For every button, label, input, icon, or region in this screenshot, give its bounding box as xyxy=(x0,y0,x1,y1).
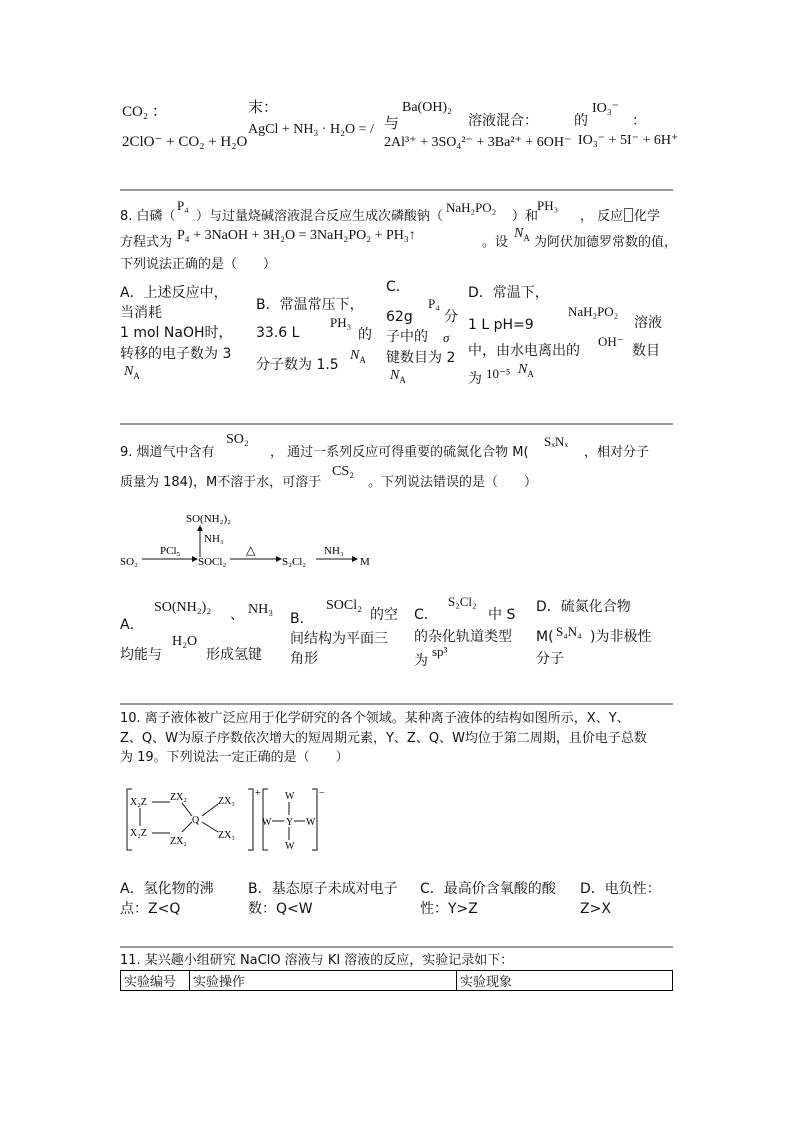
q8-option-a: A．上述反应中， xyxy=(120,285,228,301)
q9-option-d-line3: 分子 xyxy=(536,651,564,667)
q8-equation: P₄ + 3NaOH + 3H₂O = 3NaH₂PO₂ + PH₃↑ xyxy=(177,228,416,243)
q9-cs2: CS₂ xyxy=(332,464,355,479)
q7-colon: ： xyxy=(632,113,646,129)
q8-option-d-volume: 1 L pH=9 xyxy=(468,317,534,333)
q9-option-a-nh3: NH₃ xyxy=(248,602,274,617)
q9-option-a-h2o: H₂O xyxy=(172,634,198,649)
flow-pcl5: PCl₅ xyxy=(160,545,181,557)
q8-stem-2c: 。设 xyxy=(482,235,509,250)
q8-option-c-mass: 62g xyxy=(386,309,413,325)
q8-option-d: D．常温下， xyxy=(468,285,549,301)
atom-zx2-bottom: ZX₂ xyxy=(170,836,187,847)
atom-zx2-top: ZX₂ xyxy=(170,792,187,803)
missing-glyph-box xyxy=(624,208,633,222)
q8-option-d-count: 数目 xyxy=(632,343,660,359)
divider xyxy=(120,703,673,705)
q7-equation-4: IO₃⁻ + 5I⁻ + 6H⁺ xyxy=(578,133,679,148)
flow-m: M xyxy=(360,556,370,568)
q8-option-c-line3: 子中的 xyxy=(386,329,428,345)
atom-zx3-bottom: ZX₃ xyxy=(218,830,235,841)
q9-so2: SO₂ xyxy=(226,432,249,447)
q8-option-d-solution: 溶液 xyxy=(634,315,662,331)
atom-w-right: W xyxy=(306,817,316,828)
q8-option-d-power: 10⁻⁵ xyxy=(486,366,511,381)
q8-stem-1a: 8. 白磷（ xyxy=(120,209,176,224)
q9-stem-1a: 9. 烟道气中含有 xyxy=(120,445,215,460)
divider xyxy=(120,946,673,948)
q9-option-a-sep: 、 xyxy=(230,607,244,623)
q8-stem-1e: ）和 xyxy=(512,209,539,224)
q10-stem-2: Z、Q、W为原子序数依次增大的短周期元素，Y、Z、Q、W均位于第二周期，且价电子总数 xyxy=(120,731,647,746)
bond xyxy=(182,803,192,816)
q9-stem-1c: ， 通过一系列反应可得重要的硫氮化合物 M( xyxy=(270,445,529,460)
q8-stem-3: 下列说法正确的是（ ） xyxy=(120,257,277,272)
flow-s2cl2: S₂Cl₂ xyxy=(282,556,307,568)
q8-option-d-line3: 中，由水电离出的 xyxy=(468,343,580,359)
atom-y: Y xyxy=(286,817,294,828)
flow-socl2: SOCl₂ xyxy=(198,556,227,568)
q9-stem-2a: 质量为 184)，M不溶于水，可溶于 xyxy=(120,475,322,490)
q8-option-b: B．常温常压下， xyxy=(256,297,364,313)
q9-option-b-kong: 的空 xyxy=(370,607,398,623)
cation-charge: + xyxy=(255,788,261,799)
q10-option-a: A．氢化物的沸 xyxy=(120,881,214,897)
q8-stem-2a: 方程式为 xyxy=(120,235,173,250)
q9-option-b: B． xyxy=(290,611,314,627)
q9-option-d-m: M( xyxy=(536,629,554,645)
flow-nh3-a: NH₃ xyxy=(204,533,224,545)
bond xyxy=(182,822,192,832)
q10-stem-3: 为 19。下列说法一定正确的是（ ） xyxy=(120,750,349,765)
flow-so2: SO₂ xyxy=(120,556,138,568)
q10-stem-1: 10. 离子液体被广泛应用于化学研究的各个领域。某种离子液体的结构如图所示，X、Y、 xyxy=(120,711,630,726)
q9-option-c-s2cl2: S₂Cl₂ xyxy=(448,594,477,609)
q9-option-b-socl2: SOCl₂ xyxy=(326,598,363,613)
q8-option-a-line3: 1 mol NaOH时， xyxy=(120,325,233,341)
q8-option-c-fen: 分 xyxy=(444,309,458,325)
q10-option-c-line2: 性：Y>Z xyxy=(420,901,478,917)
q9-option-a-line2a: 均能与 xyxy=(120,647,162,663)
table-header-row xyxy=(121,971,673,991)
table-header-cell: 实验现象 xyxy=(457,971,673,991)
q8-option-b-volume: 33.6 L xyxy=(256,325,300,341)
q9-sxnx: SₓNₓ xyxy=(544,434,569,449)
q9-option-a-urea: SO(NH₂)₂ xyxy=(154,600,212,615)
q7-mo-text: 末： xyxy=(248,98,279,116)
q10-option-b-line2: 数：Q<W xyxy=(248,901,313,917)
q11-stem: 11. 某兴趣小组研究 NaClO 溶液与 KI 溶液的反应，实验记录如下： xyxy=(120,953,514,968)
table-header-cell: 实验编号 xyxy=(121,971,190,991)
q9-option-d: D．硫氮化合物 xyxy=(536,599,631,615)
q8-option-c-sigma: σ xyxy=(443,330,450,345)
flow-delta: △ xyxy=(246,543,256,557)
q8-option-b-ph3: PH₃ xyxy=(330,315,352,330)
q8-option-b-de: 的 xyxy=(358,327,372,343)
q8-option-c: C． xyxy=(386,279,410,295)
q8-option-d-oh: OH⁻ xyxy=(598,334,624,349)
q9-option-c-s: 中 S xyxy=(488,607,516,623)
q8-option-a-na: $N_A$ xyxy=(124,364,140,381)
q8-nah2po2: NaH₂PO₂ xyxy=(446,200,497,215)
q10-option-b: B．基态原子未成对电子 xyxy=(248,881,398,897)
q7-mix-text: 溶液混合： xyxy=(468,113,538,129)
flow-arrowhead-3 xyxy=(352,556,358,562)
q7-equation-3: 2Al³⁺ + 3SO₄²⁻ + 3Ba²⁺ + 6OH⁻ xyxy=(384,135,572,150)
q8-ph3: PH₃ xyxy=(537,198,559,213)
atom-x2z-top: X₂Z xyxy=(130,797,147,808)
reaction-flow-diagram xyxy=(118,508,378,574)
q7-baoh2: Ba(OH)₂ xyxy=(402,100,452,115)
q9-stem-2c: 。下列说法错误的是（ ） xyxy=(368,475,538,490)
q8-stem-2f: 为阿伏加德罗常数的值， xyxy=(534,235,678,250)
atom-w-left: W xyxy=(262,817,272,828)
q7-equation-2: AgCl + NH₃ · H₂O = / xyxy=(248,122,374,137)
q9-option-b-line3: 角形 xyxy=(290,651,318,667)
flow-so-nh2-2: SO(NH₂)₂ xyxy=(186,513,231,525)
atom-w-bottom: W xyxy=(285,841,295,852)
q8-option-d-nah2po2: NaH₂PO₂ xyxy=(568,304,619,319)
q8-p4: P₄ xyxy=(177,198,189,213)
q8-option-c-p4: P₄ xyxy=(428,296,440,311)
q7-yu-text: 与 xyxy=(384,114,400,132)
q10-option-d: D．电负性： xyxy=(580,881,661,897)
q8-option-a-line4: 转移的电子数为 3 xyxy=(120,346,232,362)
q7-io3: IO₃⁻ xyxy=(592,101,620,116)
q8-stem-1c: ）与过量烧碱溶液混合反应生成次磷酸钠（ xyxy=(196,209,444,224)
q9-option-c-wei: 为 xyxy=(414,653,428,669)
q8-option-d-wei: 为 xyxy=(468,371,482,387)
divider xyxy=(120,189,673,191)
table-header-cell: 实验操作 xyxy=(190,971,457,991)
q9-option-b-line2: 间结构为平面三 xyxy=(290,631,388,647)
q8-option-a-line2: 当消耗 xyxy=(120,305,162,321)
q8-option-b-line3: 分子数为 1.5 xyxy=(256,357,339,373)
q8-option-c-line4: 键数目为 2 xyxy=(386,350,456,366)
q9-option-d-s4n4: S₄N₄ xyxy=(556,624,582,639)
q9-stem-1e: ，相对分子 xyxy=(584,445,650,460)
atom-zx3-top: ZX₃ xyxy=(218,796,235,807)
q9-option-c: C． xyxy=(414,607,438,623)
divider xyxy=(120,423,673,425)
atom-q: Q xyxy=(192,815,200,826)
q8-stem-1h: 化学 xyxy=(634,209,661,224)
q8-option-c-na: $N_A$ xyxy=(390,368,406,385)
bond xyxy=(202,804,218,816)
cation-right-bracket xyxy=(248,789,253,850)
q9-option-c-line2: 的杂化轨道类型 xyxy=(414,629,512,645)
q9-option-d-line2: )为非极性 xyxy=(590,629,652,645)
q9-option-c-sp3: sp³ xyxy=(432,644,448,659)
q8-option-d-na: $N_A$ xyxy=(518,362,534,379)
q8-option-b-na: $N_A$ xyxy=(350,348,366,365)
q10-option-d-line2: Z>X xyxy=(580,901,611,917)
q7-co2-label: CO₂ ： xyxy=(122,104,167,120)
anion-charge: − xyxy=(319,788,325,799)
experiment-record-table xyxy=(120,970,673,991)
bond xyxy=(202,822,218,832)
flow-up-arrowhead xyxy=(197,525,203,531)
ionic-liquid-structure xyxy=(124,786,334,856)
q7-de-text: 的 xyxy=(574,113,588,129)
atom-w-top: W xyxy=(285,791,295,802)
q8-stem-1g: ， 反应 xyxy=(580,209,624,224)
q8-na-symbol: $N_A$ xyxy=(514,226,530,243)
q7-equation-1: 2ClO⁻ + CO₂ + H₂O xyxy=(122,134,248,150)
flow-nh3-b: NH₃ xyxy=(324,545,344,557)
q9-option-a: A． xyxy=(120,617,144,633)
q9-option-a-line2b: 形成氢键 xyxy=(206,647,262,663)
q10-option-c: C．最高价含氧酸的酸 xyxy=(420,881,556,897)
atom-x2z-bottom: X₂Z xyxy=(130,828,147,839)
q10-option-a-line2: 点：Z<Q xyxy=(120,901,181,917)
